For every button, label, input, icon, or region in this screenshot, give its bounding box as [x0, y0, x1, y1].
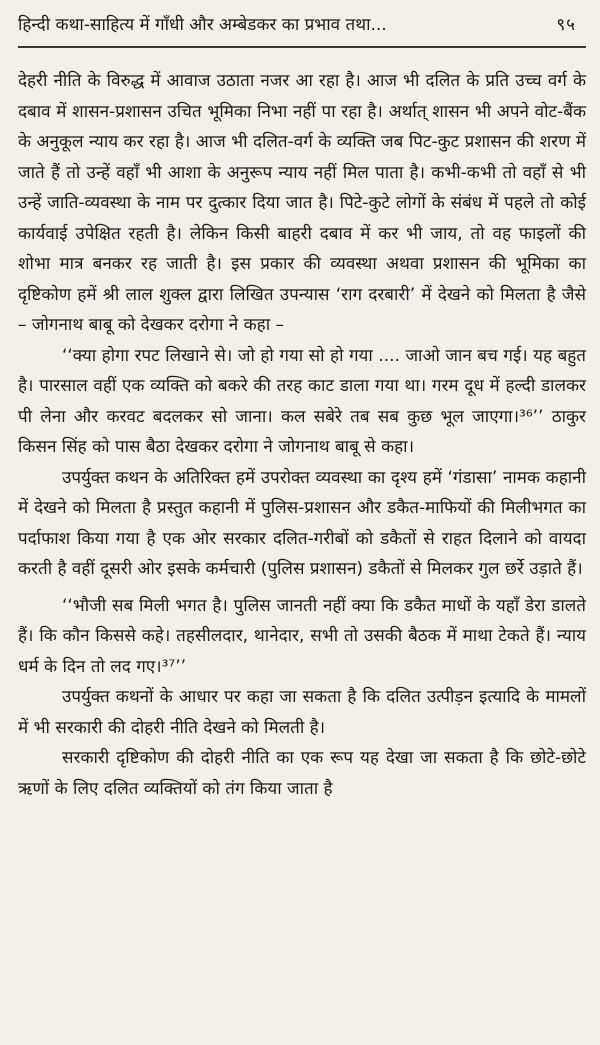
page-number: ९५ — [556, 15, 576, 35]
running-header — [18, 12, 586, 48]
paragraph-2: उपर्युक्त कथन के अतिरिक्त हमें उपरोक्त व्यवस्था का दृश्य हमें ‘गंडासा’ नामक कहानी में देखने को मिलता है प्रस्तुत कहानी में पुलिस-प्रशासन और डकैत-माफियों की मिलीभगत का पर्दाफाश किया गया है एक ओर सरकार दलित-गरीबों को डकैतों से राहत दिलाने को वायदा करती है वहीं दूसरी ओर इसके कर्मचारी (पुलिस प्रशासन) डकैतों से मिलकर गुल छर्रे उड़ाते हैं। — [18, 467, 586, 579]
paragraph-4: सरकारी दृष्टिकोण की दोहरी नीति का एक रूप यह देखा जा सकता है कि छोटे-छोटे ऋणों के लिए दलित व्यक्तियों को तंग किया जाता है — [18, 748, 586, 799]
paragraph-1: देहरी नीति के विरुद्ध में आवाज उठाता नजर आ रहा है। आज भी दलित के प्रति उच्च वर्ग के दबाव में शासन-प्रशासन उचित भूमिका निभा नहीं पा रहा है। अर्थात् शासन भी अपने वोट-बैंक के अनुकूल न्याय कर रहा है। आज भी दलित-वर्ग के व्यक्ति जब पिट-कुट प्रशासन की शरण में जाते हैं तो उन्हें वहाँ भी आशा के अनुरूप न्याय नहीं मिल पाता है। कभी-कभी तो वहाँ से भी उन्हें जाति-व्यवस्था के नाम पर दुत्कार दिया जात है। पिटे-कुटे लोगों के संबंध में पहले तो कोई कार्यवाई उपेक्षित रहती है। लेकिन किसी बाहरी दबाव में कर भी जाय, तो वह फाइलों की शोभा मात्र बनकर रह जाती है। इस प्रकार की व्यवस्था अथवा प्रशासन की भूमिका का दृष्टिकोण हमें श्री लाल शुक्ल द्वारा लिखित उपन्यास ‘राग दरबारी’ में देखने को मिलता है जैसे – जोगनाथ बाबू को देखकर दरोगा ने कहा – — [18, 71, 586, 335]
quote-paragraph-2: ‘‘भौजी सब मिली भगत है। पुलिस जानती नहीं क्या कि डकैत माधों के यहाँ डेरा डालते हैं। कि कौन किससे कहे। तहसीलदार, थानेदार, सभी तो उसकी बैठक में माथा टेकते हैं। न्याय धर्म के दिन तो लद गए।³⁷’’ — [18, 595, 586, 677]
quote-paragraph-1: ‘‘क्या होगा रपट लिखाने से। जो हो गया सो हो गया .... जाओ जान बच गई। यह बहुत है। पारसाल वहीं एक व्यक्ति को बकरे की तरह काट डाला गया था। गरम दूध में हल्दी डालकर पी लेना और करवट बदलकर सो जाना। कल सबेरे तब सब कुछ भूल जाएगा।³⁶’’ ठाकुर किसन सिंह को पास बैठा देखकर दरोगा ने जोगनाथ बाबू से कहा। — [18, 345, 586, 457]
page-body — [18, 66, 586, 804]
paragraph-3: उपर्युक्त कथनों के आधार पर कहा जा सकता है कि दलित उत्पीड़न इत्यादि के मामलों में भी सरकारी की दोहरी नीति देखने को मिलती है। — [18, 687, 586, 738]
running-title: हिन्दी कथा-साहित्य में गाँधी और अम्बेडकर का प्रभाव तथा... — [18, 15, 387, 35]
